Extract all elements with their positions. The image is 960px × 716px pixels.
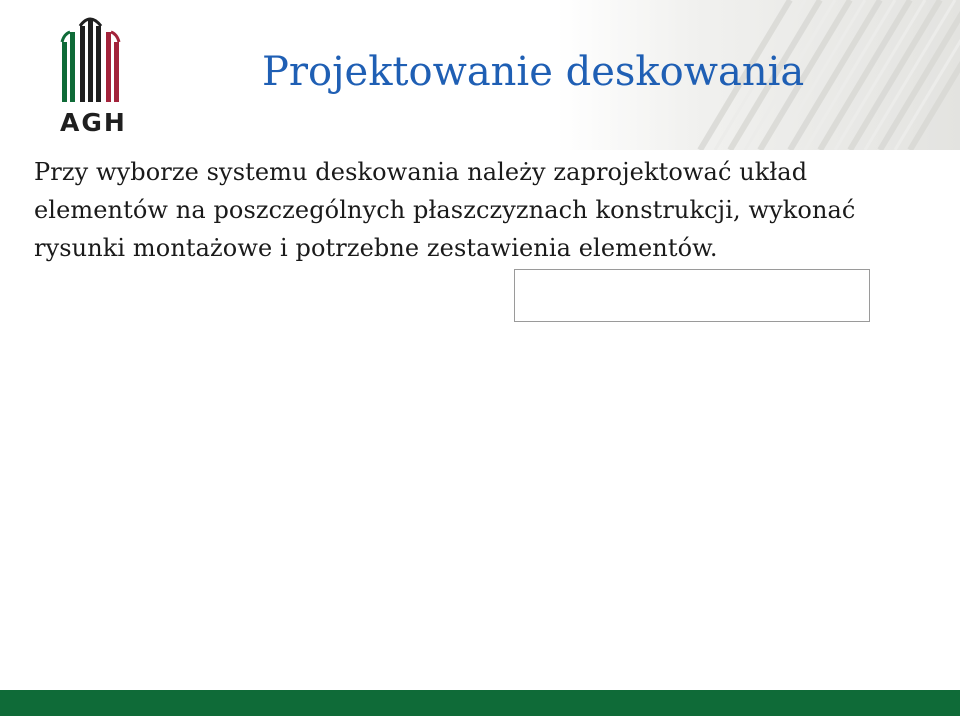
agh-logo bbox=[52, 14, 132, 138]
slide-title: Projektowanie deskowania bbox=[262, 49, 805, 95]
agh-logo-icon bbox=[52, 14, 132, 106]
empty-text-box bbox=[514, 269, 870, 322]
agh-wordmark: AGH bbox=[60, 108, 127, 137]
slide-body-text: Przy wyborze systemu deskowania należy zaprojektować układ elementów na poszczególnych płaszczyznach konstrukcji, wykonać rysunki montażowe i potrzebne zestawienia elementów. bbox=[34, 158, 856, 262]
footer-bar bbox=[0, 690, 960, 716]
